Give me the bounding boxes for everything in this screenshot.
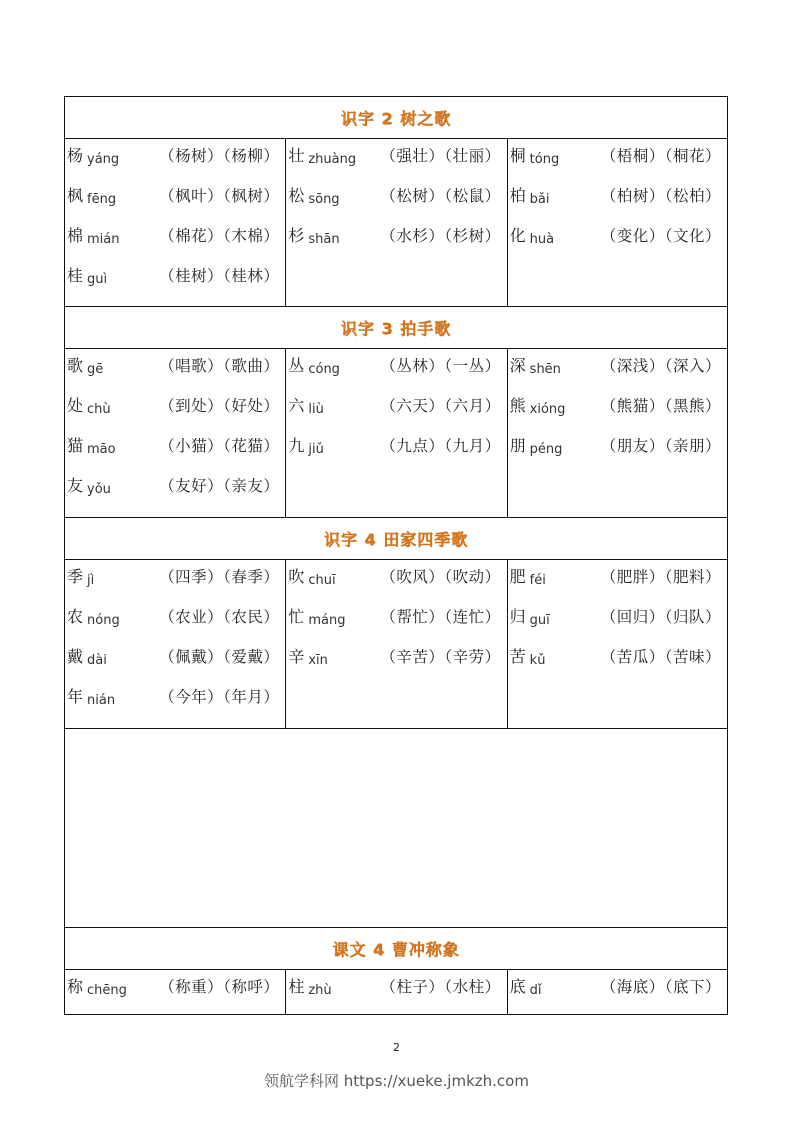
pinyin: féi (529, 573, 546, 588)
character: 辛 (288, 647, 305, 666)
column (507, 139, 727, 306)
example-words: （帮忙）（连忙） (380, 608, 501, 626)
pinyin: liù (308, 402, 324, 417)
vocab-entry (65, 566, 285, 606)
example-words: （肥胖）（肥料） (600, 568, 721, 586)
section-title: 识字 4 田家四季歌 (65, 518, 727, 560)
example-words: （柱子）（水柱） (380, 978, 501, 996)
vocab-entry (508, 646, 727, 686)
pinyin: chēng (87, 983, 127, 998)
character: 丛 (288, 356, 305, 375)
vocab-entry (65, 265, 285, 305)
character: 歌 (67, 356, 84, 375)
vocab-entry (508, 225, 727, 265)
example-words: （松树）（松鼠） (380, 187, 501, 205)
example-words: （棉花）（木棉） (159, 227, 280, 245)
character: 桐 (509, 146, 526, 165)
example-words: （朋友）（亲朋） (600, 437, 721, 455)
character: 苦 (509, 647, 526, 666)
blank-row (65, 729, 727, 928)
pinyin: fēng (87, 192, 117, 207)
vocab-entry (286, 606, 506, 646)
vocab-entry (65, 475, 285, 515)
example-words: （小猫）（花猫） (159, 437, 280, 455)
pinyin: xióng (529, 402, 566, 417)
pinyin: kǔ (529, 653, 546, 668)
column (65, 139, 285, 306)
example-words: （辛苦）（辛劳） (380, 648, 501, 666)
character: 肥 (509, 567, 526, 586)
character: 壮 (288, 146, 305, 165)
pinyin: gē (87, 362, 104, 377)
section-shi-zi-3 (65, 307, 727, 518)
example-words: （今年）（年月） (159, 688, 280, 706)
example-words: （友好）（亲友） (159, 477, 280, 495)
pinyin: máng (308, 613, 346, 628)
section-shi-zi-4 (65, 518, 727, 729)
character: 熊 (509, 396, 526, 415)
example-words: （枫叶）（枫树） (159, 187, 280, 205)
example-words: （梧桐）（桐花） (600, 147, 721, 165)
vocab-entry (65, 976, 285, 1016)
vocab-entry (65, 686, 285, 726)
vocab-entry (286, 435, 506, 475)
pinyin: yáng (87, 152, 120, 167)
character: 松 (288, 186, 305, 205)
column (285, 560, 506, 728)
vocab-entry (508, 566, 727, 606)
example-words: （唱歌）（歌曲） (159, 357, 280, 375)
character: 化 (509, 226, 526, 245)
vocab-entry (508, 145, 727, 185)
pinyin: nóng (87, 613, 120, 628)
pinyin: dǐ (529, 983, 542, 998)
character: 农 (67, 607, 84, 626)
pinyin: tóng (529, 152, 560, 167)
vocab-entry (508, 435, 727, 475)
section-body (65, 970, 727, 1014)
vocab-entry (65, 606, 285, 646)
section-title: 课文 4 曹冲称象 (65, 928, 727, 970)
pinyin: guī (529, 613, 550, 628)
pinyin: chuī (308, 573, 336, 588)
character: 戴 (67, 647, 84, 666)
vocab-entry (286, 646, 506, 686)
example-words: （变化）（文化） (600, 227, 721, 245)
section-title: 识字 2 树之歌 (65, 97, 727, 139)
vocab-entry (65, 646, 285, 686)
character: 杨 (67, 146, 84, 165)
example-words: （到处）（好处） (159, 397, 280, 415)
example-words: （吹风）（吹动） (380, 568, 501, 586)
pinyin: jiǔ (308, 442, 324, 457)
example-words: （柏树）（松柏） (600, 187, 721, 205)
column (65, 349, 285, 517)
pinyin: māo (87, 442, 116, 457)
character: 朋 (509, 436, 526, 455)
vocab-entry (286, 355, 506, 395)
pinyin: bǎi (529, 192, 550, 207)
pinyin: guì (87, 272, 108, 287)
character: 枫 (67, 186, 84, 205)
pinyin: péng (529, 442, 563, 457)
example-words: （苦瓜）（苦味） (600, 648, 721, 666)
pinyin: zhù (308, 983, 332, 998)
character: 深 (509, 356, 526, 375)
vocab-entry (65, 395, 285, 435)
example-words: （四季）（春季） (159, 568, 280, 586)
pinyin: sōng (308, 192, 340, 207)
character: 年 (67, 687, 84, 706)
vocab-entry (65, 185, 285, 225)
vocab-entry (65, 145, 285, 185)
example-words: （农业）（农民） (159, 608, 280, 626)
vocab-entry (508, 355, 727, 395)
example-words: （桂树）（桂林） (159, 267, 280, 285)
character: 猫 (67, 436, 84, 455)
character: 柏 (509, 186, 526, 205)
vocab-entry (286, 395, 506, 435)
column (507, 560, 727, 728)
character: 棉 (67, 226, 84, 245)
example-words: （称重）（称呼） (159, 978, 280, 996)
character: 季 (67, 567, 84, 586)
character: 处 (67, 396, 84, 415)
pinyin: xīn (308, 653, 328, 668)
character: 杉 (288, 226, 305, 245)
character: 柱 (288, 977, 305, 996)
page-number: 2 (393, 1041, 400, 1054)
column (285, 139, 506, 306)
pinyin: jì (87, 573, 95, 588)
example-words: （六天）（六月） (380, 397, 501, 415)
vocab-entry (65, 355, 285, 395)
vocab-entry (286, 566, 506, 606)
column (285, 349, 506, 517)
example-words: （海底）（底下） (600, 978, 721, 996)
column (507, 349, 727, 517)
character: 九 (288, 436, 305, 455)
pinyin: chù (87, 402, 111, 417)
example-words: （九点）（九月） (380, 437, 501, 455)
pinyin: nián (87, 693, 116, 708)
character: 忙 (288, 607, 305, 626)
vocab-entry (508, 976, 727, 1016)
footer-watermark: 领航学科网 https://xueke.jmkzh.com (264, 1072, 529, 1090)
vocab-entry (286, 185, 506, 225)
vocab-entry (286, 145, 506, 185)
column (507, 970, 727, 1014)
character: 友 (67, 476, 84, 495)
section-shi-zi-2 (65, 97, 727, 307)
example-words: （回归）（归队） (600, 608, 721, 626)
vocab-entry (508, 606, 727, 646)
example-words: （水杉）（杉树） (380, 227, 501, 245)
example-words: （熊猫）（黑熊） (600, 397, 721, 415)
character: 归 (509, 607, 526, 626)
pinyin: huà (529, 232, 555, 247)
pinyin: shēn (529, 362, 561, 377)
pinyin: zhuàng (308, 152, 357, 167)
character: 桂 (67, 266, 84, 285)
column (285, 970, 506, 1014)
vocabulary-table (64, 96, 728, 1015)
vocab-entry (286, 225, 506, 265)
example-words: （深浅）（深入） (600, 357, 721, 375)
section-body (65, 349, 727, 518)
character: 吹 (288, 567, 305, 586)
vocab-entry (508, 185, 727, 225)
section-ke-wen-4 (65, 928, 727, 1014)
column (65, 970, 285, 1014)
example-words: （丛林）（一丛） (380, 357, 501, 375)
section-body (65, 139, 727, 307)
pinyin: cóng (308, 362, 340, 377)
character: 六 (288, 396, 305, 415)
section-body (65, 560, 727, 729)
pinyin: shān (308, 232, 340, 247)
column (65, 560, 285, 728)
vocab-entry (65, 435, 285, 475)
example-words: （强壮）（壮丽） (380, 147, 501, 165)
vocab-entry (508, 395, 727, 435)
vocab-entry (65, 225, 285, 265)
pinyin: mián (87, 232, 120, 247)
pinyin: yǒu (87, 482, 111, 497)
example-words: （杨树）（杨柳） (159, 147, 280, 165)
vocab-entry (286, 976, 506, 1016)
character: 称 (67, 977, 84, 996)
character: 底 (509, 977, 526, 996)
section-title: 识字 3 拍手歌 (65, 307, 727, 349)
example-words: （佩戴）（爱戴） (159, 648, 280, 666)
pinyin: dài (87, 653, 107, 668)
